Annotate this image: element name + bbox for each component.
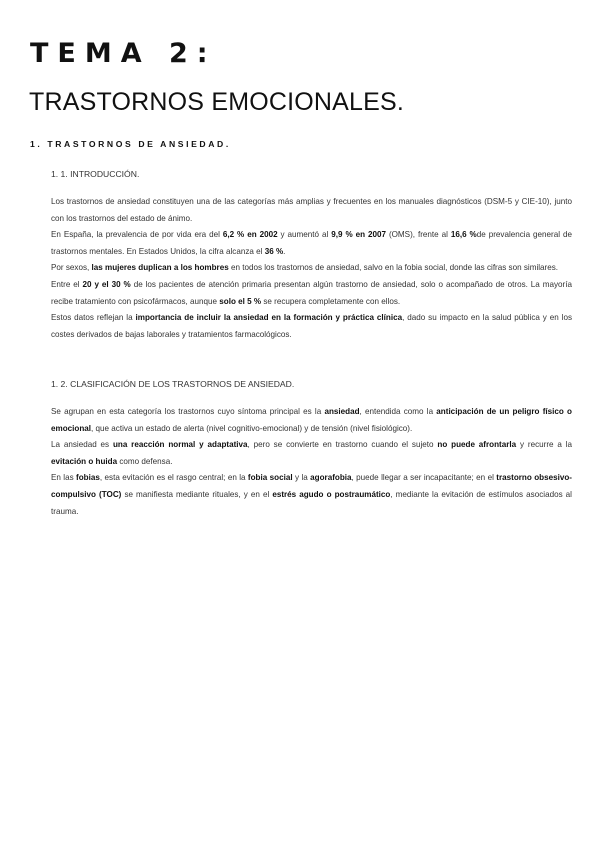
clasificacion-heading: 1. 2. CLASIFICACIÓN DE LOS TRASTORNOS DE ANSIEDAD. [51, 379, 295, 389]
intro-paragraph-5: Estos datos reflejan la importancia de incluir la ansiedad en la formación y práctica clínica, dado su impacto en la salud pública y en los costes derivados de bajas laborales y tratamientos farmacológicos. [51, 313, 572, 339]
intro-paragraph-2: En España, la prevalencia de por vida era del 6,2 % en 2002 y aumentó al 9,9 % en 2007 (OMS), frente al 16,6 %de prevalencia general de trastornos mentales. En Estados Unidos, la cifra alcanza el 36 %. [51, 230, 573, 256]
clasificacion-paragraph-3: En las fobias, esta evitación es el rasgo central; en la fobia social y la agorafobia, puede llegar a ser incapacitante; en el trastorno obsesivo-compulsivo (TOC) se manifiesta mediante rituales, y en el estrés agudo o postraumático, mediante la evitación de estímulos asociados al trauma. [51, 473, 572, 516]
clasificacion-paragraph-1: Se agrupan en esta categoría los trastornos cuyo síntoma principal es la ansiedad, entendida como la anticipación de un peligro físico o emocional, que activa un estado de alerta (nivel cognitivo-emocional) y de tensión (nivel fisiológico). [51, 407, 572, 433]
section-heading: 1. TRASTORNOS DE ANSIEDAD. [30, 139, 231, 149]
intro-heading: 1. 1. INTRODUCCIÓN. [51, 169, 140, 179]
intro-paragraph-1: Los trastornos de ansiedad constituyen una de las categorías más amplias y frecuentes en los manuales diagnósticos (DSM-5 y CIE-10), junto con los trastornos del estado de ánimo. [51, 197, 572, 223]
clasificacion-paragraph-2: La ansiedad es una reacción normal y adaptativa, pero se convierte en trastorno cuando el sujeto no puede afrontarla y recurre a la evitación o huida como defensa. [51, 440, 573, 466]
page-title: TRASTORNOS EMOCIONALES. [29, 88, 405, 116]
intro-paragraph-3: Por sexos, las mujeres duplican a los hombres en todos los trastornos de ansiedad, salvo en la fobia social, donde las cifras son similares. [51, 263, 559, 273]
intro-body [51, 194, 572, 343]
intro-paragraph-4: Entre el 20 y el 30 % de los pacientes de atención primaria presentan algún trastorno de ansiedad, solo o acompañado de otros. La mayoría recibe tratamiento con psicofármacos, aunque solo el 5 % se recupera completamente con ellos. [51, 279, 572, 306]
tema-heading: TEMA 2: [30, 38, 217, 69]
clasificacion-body [51, 404, 572, 520]
